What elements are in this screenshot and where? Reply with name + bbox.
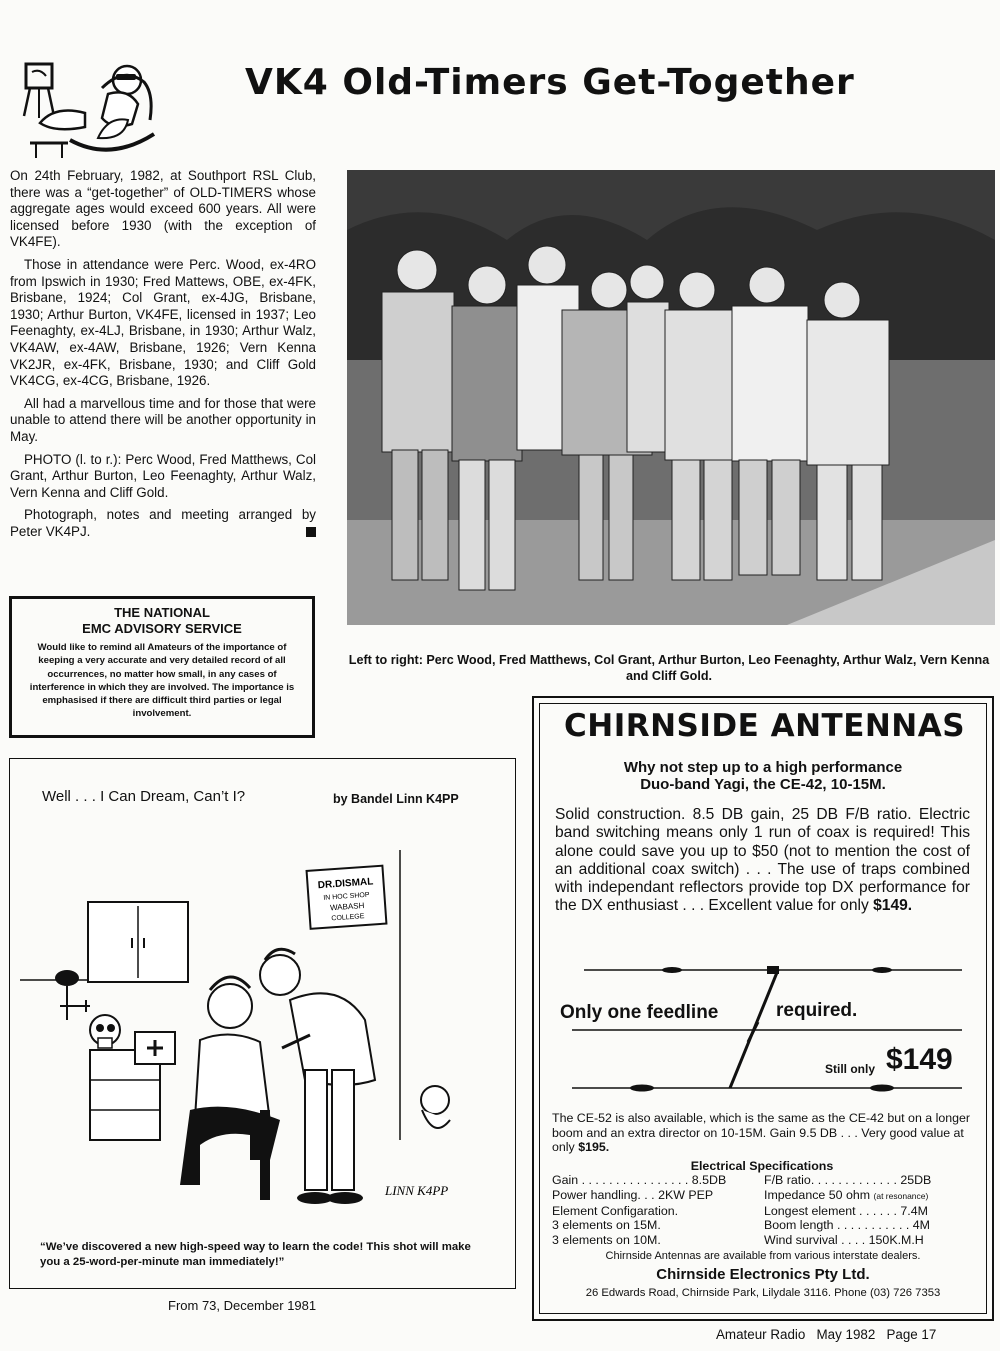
spec-row xyxy=(552,1173,972,1188)
ad-still-price: $149 xyxy=(886,1043,953,1076)
spec-row xyxy=(552,1188,972,1204)
article-paragraph: Those in attendance were Perc. Wood, ex-4RO from Ipswich in 1930; Fred Mattews, OBE, ex-4FK, Brisbane, 1924; Col Grant, ex-4JG, Brisbane, 1930; Arthur Burton, VK4FE, licensed in 1937; Leo Feenaghty, ex-4LJ, Brisbane, in 1930; Arthur Walz, VK4AW, ex-4AW, Brisbane, 1926; Vern Kenna VK2JR, ex-4FK, Brisbane, 1930; and Cliff Gold VK4CG, ex-4CG, Brisbane, 1926. xyxy=(10,256,316,389)
ad-ce52-price: $195. xyxy=(578,1140,610,1155)
spec-table xyxy=(552,1173,972,1248)
article-paragraph: On 24th February, 1982, at Southport RSL Club, there was a “get-together” of OLD-TIMERS whose aggregate ages would exceed 600 years. All were licensed before 1930 (with the exception of VK4FE). xyxy=(10,168,316,250)
cartoon-caption: “We’ve discovered a new high-speed way to learn the code! This shot will make you a 25-word-per-minute man immediately!” xyxy=(40,1241,471,1268)
spec-left: Gain . . . . . . . . . . . . . . . . 8.5DB xyxy=(552,1173,727,1187)
sign-line-3: WABASH xyxy=(329,901,365,913)
end-mark-icon xyxy=(306,527,316,537)
article-credit: Photograph, notes and meeting arranged by Peter VK4PJ. xyxy=(10,507,316,539)
emc-notice-box xyxy=(9,596,315,738)
cartoon-title: Well . . . I Can Dream, Can’t I? xyxy=(42,788,246,805)
antenna-diagram xyxy=(552,960,972,1110)
ad-body-price: $149. xyxy=(873,897,913,915)
emc-heading-line2: EMC ADVISORY SERVICE xyxy=(82,621,242,636)
spec-right xyxy=(764,1188,972,1204)
spec-right: F/B ratio. . . . . . . . . . . . . 25DB xyxy=(764,1173,932,1187)
oldtimer-logo-icon xyxy=(10,58,160,163)
ad-feedline-right: required. xyxy=(776,1000,858,1021)
spec-left: 3 elements on 10M. xyxy=(552,1233,661,1248)
spec-left: 3 elements on 15M. xyxy=(552,1218,661,1233)
cartoon-illustration xyxy=(20,810,505,1230)
ad-address: 26 Edwards Road, Chirnside Park, Lilydale 3116. Phone (03) 726 7353 xyxy=(585,1287,941,1299)
cartoon-source: From 73, December 1981 xyxy=(168,1298,317,1313)
sign-line-2: IN HOC SHOP xyxy=(323,891,370,902)
ad-subtitle-line2: Duo-band Yagi, the CE-42, 10-15M. xyxy=(640,776,886,793)
sign-line-4: COLLEGE xyxy=(331,913,365,923)
spec-row xyxy=(552,1218,972,1233)
ad-still-only: Still only xyxy=(825,1062,876,1076)
article-paragraph: All had a marvellous time and for those that were unable to attend there will be another opportunity in May. xyxy=(10,395,316,444)
spec-row xyxy=(552,1204,972,1219)
ad-subtitle-line1: Why not step up to a high performance xyxy=(623,759,903,776)
cartoonist-signature: LINN K4PP xyxy=(385,1183,449,1198)
sign-line-1: DR.DISMAL xyxy=(317,876,374,892)
ad-availability: Chirnside Antennas are available from various interstate dealers. xyxy=(605,1250,921,1262)
spec-right: Boom length . . . . . . . . . . . 4M xyxy=(764,1218,930,1233)
spec-left: Element Configaration. xyxy=(552,1203,679,1218)
ad-company: Chirnside Electronics Pty Ltd. xyxy=(656,1266,870,1283)
photo-caption: Left to right: Perc Wood, Fred Matthews, Col Grant, Arthur Burton, Leo Feenaghty, Arthur Walz, Vern Kenna and Cliff Gold. xyxy=(348,653,990,683)
spec-right-text: Impedance 50 ohm xyxy=(764,1187,871,1202)
spec-right: Longest element . . . . . . 7.4M xyxy=(764,1203,928,1218)
spec-row xyxy=(552,1233,972,1248)
spec-right-note: (at resonance) xyxy=(873,1190,929,1201)
page-title: VK4 Old-Timers Get-Together xyxy=(245,62,855,103)
emc-body: Would like to remind all Amateurs of the importance of keeping a very accurate and very detailed record of all occurrences, no matter how small, in any cases of interference in which they are involved. The importance is emphasised if there are difficult third parties or legal involvement. xyxy=(29,642,295,720)
article-body xyxy=(10,168,316,546)
ad-subtitle xyxy=(548,759,978,793)
spec-heading: Electrical Specifications xyxy=(690,1159,834,1173)
ad-body xyxy=(555,806,970,916)
spec-right: Wind survival . . . . 150K.M.H xyxy=(764,1233,924,1248)
ad-title: CHIRNSIDE ANTENNAS xyxy=(564,708,966,744)
ad-feedline-left: Only one feedline xyxy=(560,1002,719,1023)
ad-ce52-text xyxy=(552,1111,972,1155)
page-footer: Amateur Radio May 1982 Page 17 xyxy=(716,1327,937,1342)
cartoon-byline: by Bandel Linn K4PP xyxy=(333,792,459,806)
group-photo xyxy=(347,170,995,625)
emc-heading-line1: THE NATIONAL xyxy=(114,605,210,620)
article-paragraph xyxy=(10,507,316,540)
article-paragraph: PHOTO (l. to r.): Perc Wood, Fred Matthews, Col Grant, Arthur Burton, Leo Feenaghty, Arthur Walz, Vern Kenna and Cliff Gold. xyxy=(10,451,316,500)
ad-ce52-body: The CE-52 is also available, which is the same as the CE-42 but on a longer boom and an extra director on 10-15M. Gain 9.5 DB . . . Very good value at only xyxy=(552,1111,971,1155)
ad-body-text: Solid construction. 8.5 DB gain, 25 DB F/B ratio. Electric band switching means only 1 run of coax is required! This alone could save you up to $50 (not to mention the cost of an additional coax switch) . . . The use of traps combined with independant reflectors provide top DX performance for the DX enthusiast . . . Excellent value for only xyxy=(555,806,970,915)
group-photo-image xyxy=(347,170,995,625)
spec-left: Power handling. . . 2KW PEP xyxy=(552,1187,714,1202)
